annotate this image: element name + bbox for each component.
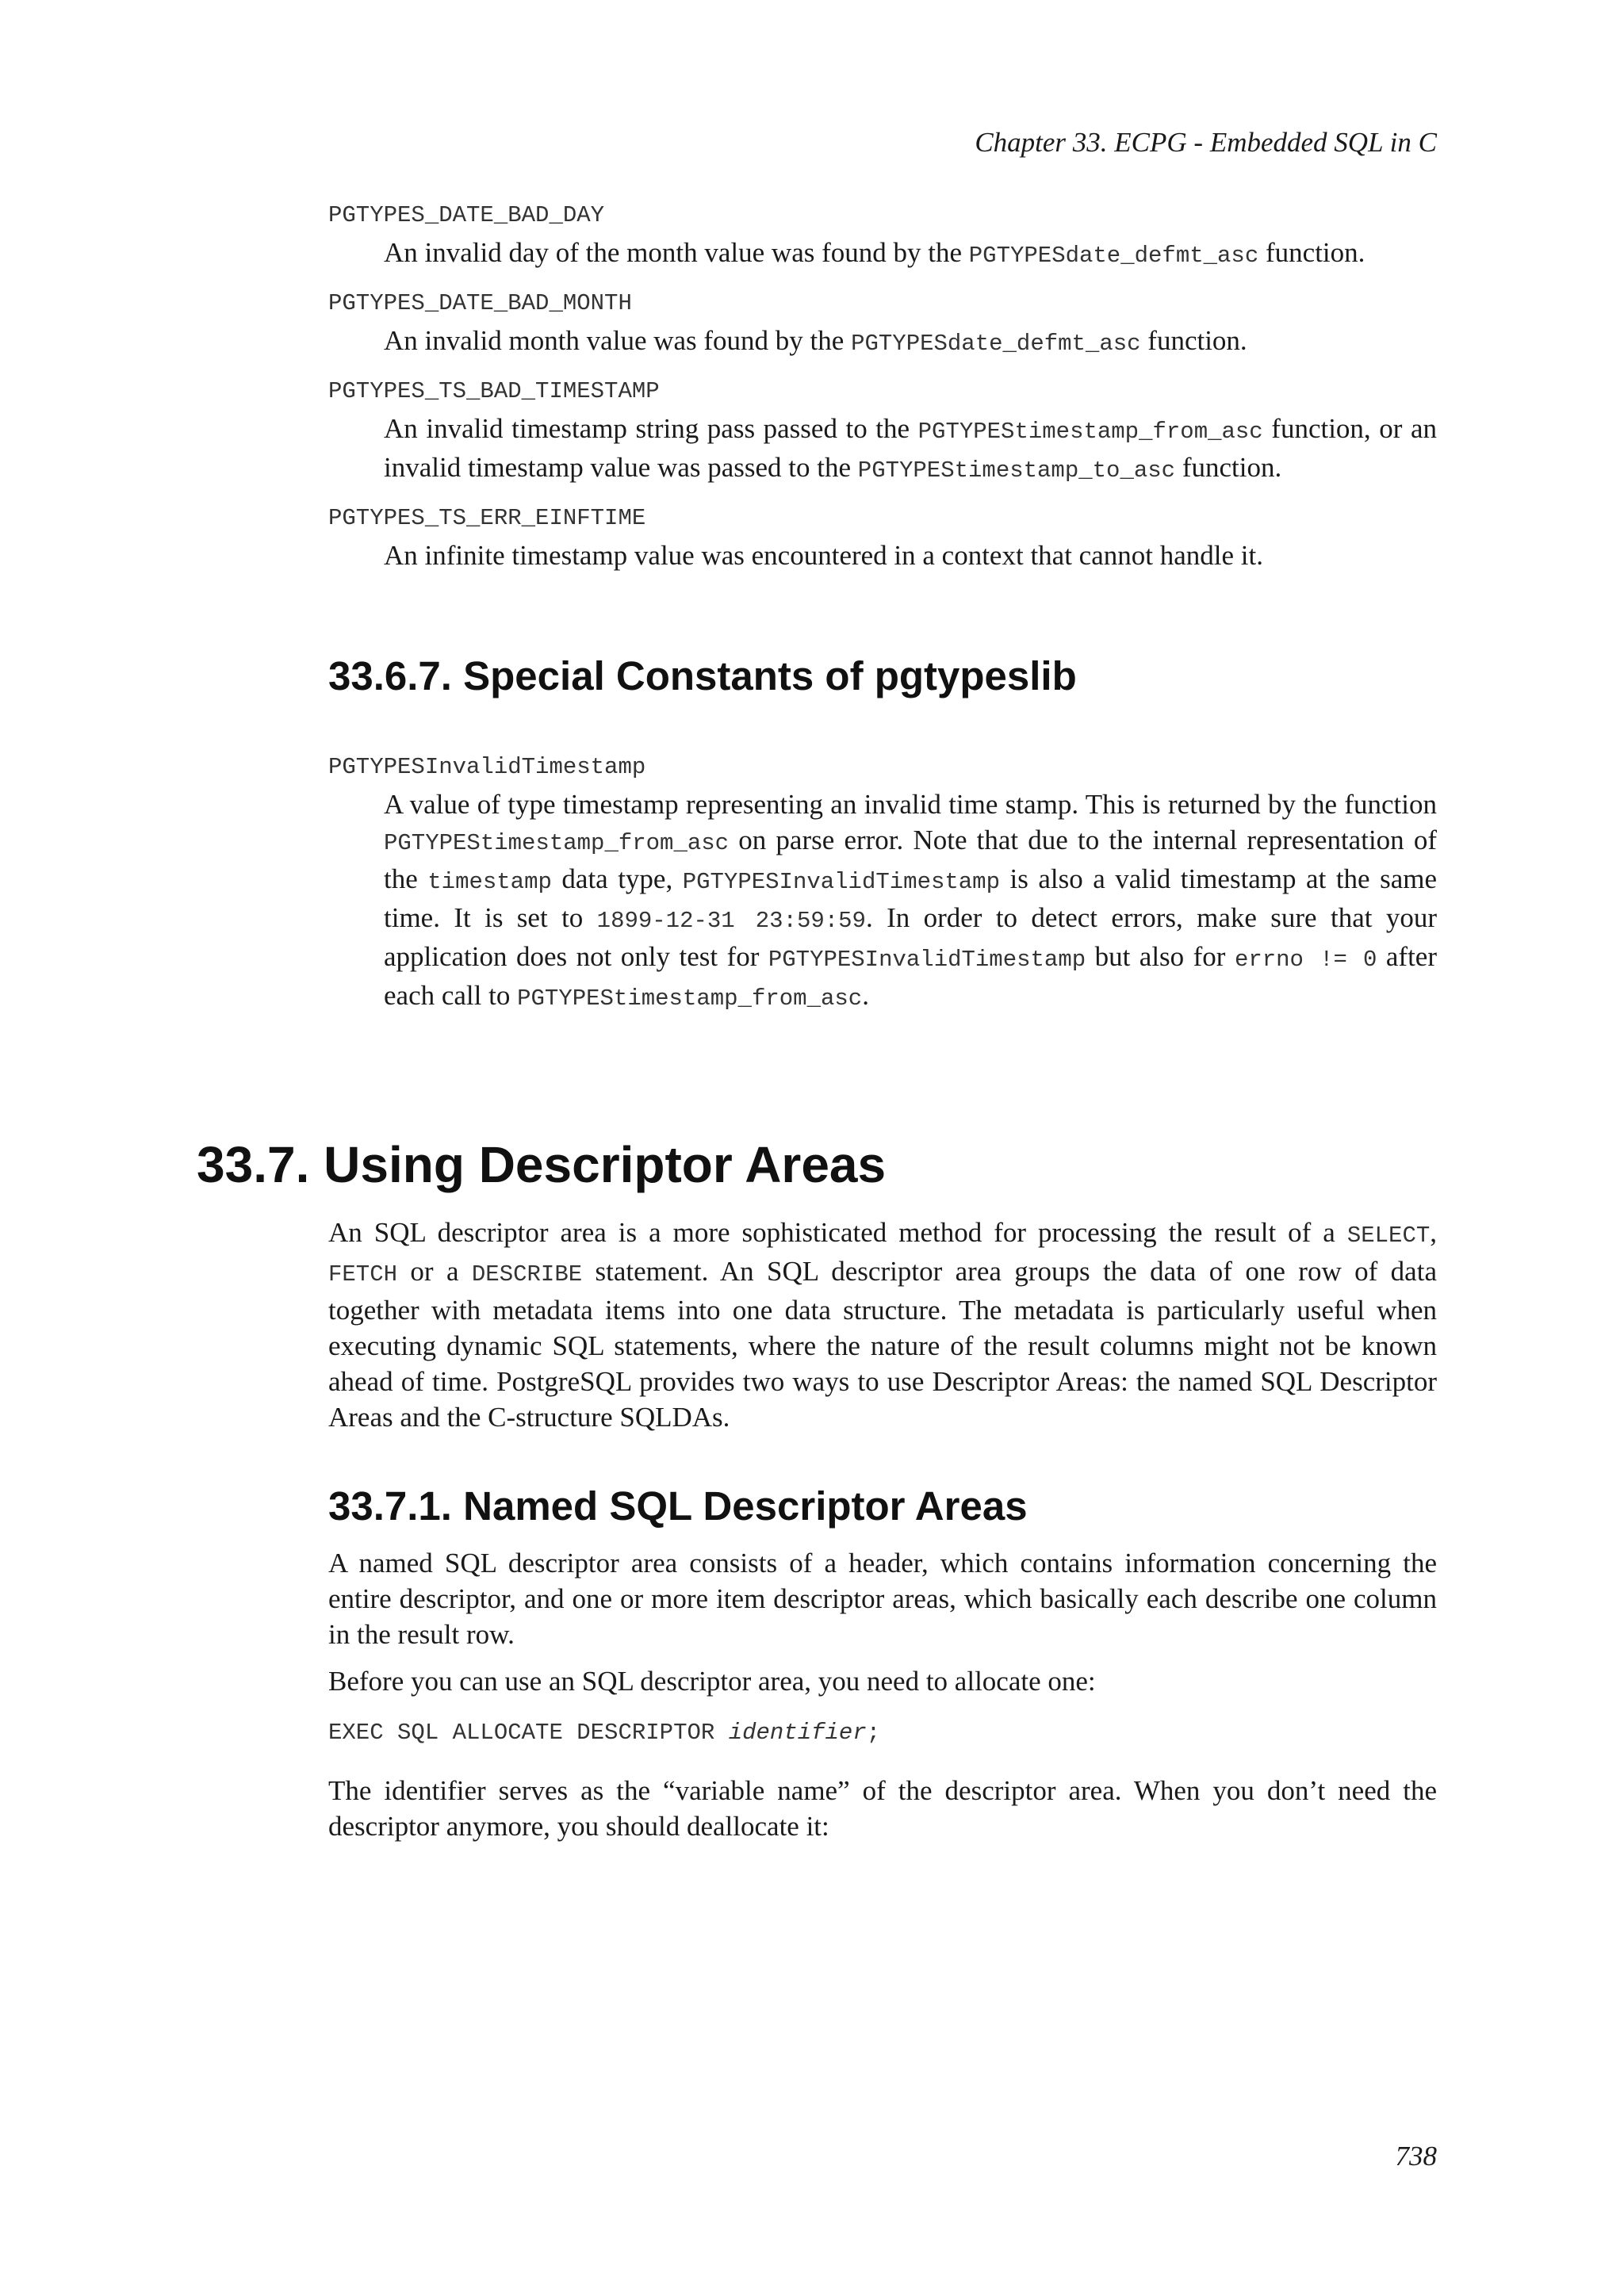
definition-ts-bad-timestamp: An invalid timestamp string pass passed to the PGTYPEStimestamp_from_asc function, or an invalid timestamp value was passed to the PGTYPEStimestamp_to_asc function. [384, 413, 1438, 484]
section-heading-33-7-1: 33.7.1. Named SQL Descriptor Areas [328, 1483, 1028, 1529]
term-date-bad-month: PGTYPES_DATE_BAD_MONTH [328, 290, 632, 316]
paragraph-identifier-explanation: The identifier serves as the “variable name” of the descriptor area. When you don’t need the descriptor anymore, you should deallocate it: [328, 1775, 1437, 1842]
definition-date-bad-day: An invalid day of the month value was found by the PGTYPESdate_defmt_asc function. [384, 237, 1365, 269]
error-code-list [328, 197, 1437, 573]
definition-ts-err-einftime: An infinite timestamp value was encountered in a context that cannot handle it. [384, 540, 1263, 571]
code-allocate-descriptor: EXEC SQL ALLOCATE DESCRIPTOR identifier; [328, 1720, 881, 1746]
section-heading-33-7-wrapper [197, 1135, 1437, 1254]
paragraph-named-descriptor: A named SQL descriptor area consists of a header, which contains information concerning the entire descriptor, and one or more item descriptor areas, which basically each describe one column in the result row. [328, 1548, 1437, 1650]
term-ts-bad-timestamp: PGTYPES_TS_BAD_TIMESTAMP [328, 378, 660, 404]
definition-date-bad-month: An invalid month value was found by the PGTYPESdate_defmt_asc function. [384, 325, 1247, 357]
paragraph-allocate-intro: Before you can use an SQL descriptor area, you need to allocate one: [328, 1666, 1096, 1697]
section-heading-33-7: 33.7. Using Descriptor Areas [197, 1136, 887, 1193]
definition-invalid-timestamp: A value of type timestamp representing an invalid time stamp. This is returned by the function PGTYPEStimestamp_from_asc on parse error. Note that due to the internal representation of the timestamp data type, PGTYPESInvalidTimestamp is also a valid timestamp at the same time. It is set to 1899-12-31 23:59:59. In order to detect errors, make sure that your application does not only test for PGTYPESInvalidTimestamp but also for errno != 0 after each call to PGTYPEStimestamp_from_asc. [384, 789, 1437, 1012]
running-header: Chapter 33. ECPG - Embedded SQL in C [975, 127, 1437, 158]
page-content [197, 197, 1438, 1844]
term-date-bad-day: PGTYPES_DATE_BAD_DAY [328, 202, 605, 228]
term-ts-err-einftime: PGTYPES_TS_ERR_EINFTIME [328, 505, 646, 531]
paragraph-descriptor-areas-intro: An SQL descriptor area is a more sophisticated method for processing the result of a SELECT, FETCH or a DESCRIBE statement. An SQL descriptor area groups the data of one row of data together with metadata items into one data structure. The metadata is particularly useful when executing dynamic SQL statements, where the nature of the result columns might not be known ahead of time. PostgreSQL provides two ways to use Descriptor Areas: the named SQL Descriptor Areas and the C-structure SQLDAs. [328, 1217, 1437, 1433]
page-number: 738 [1395, 2141, 1437, 2172]
term-invalid-timestamp: PGTYPESInvalidTimestamp [328, 754, 646, 780]
section-heading-33-6-7: 33.6.7. Special Constants of pgtypeslib [328, 653, 1077, 698]
